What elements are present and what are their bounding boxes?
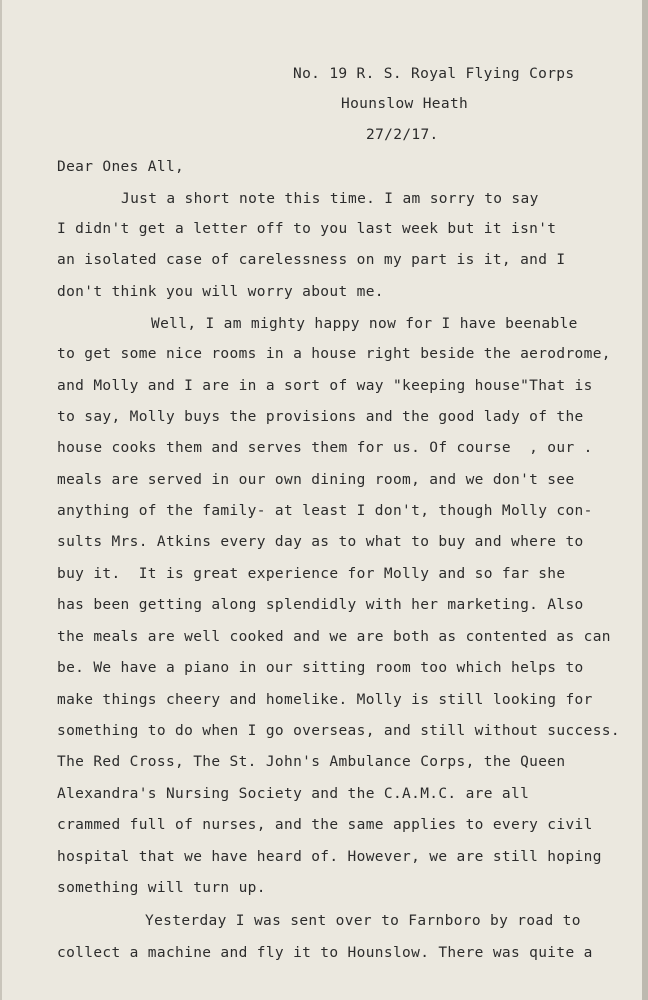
body-line-23: something will turn up. [57, 880, 266, 896]
salutation: Dear Ones All, [57, 159, 185, 175]
letter-date: 27/2/17. [366, 127, 439, 143]
body-line-6: to get some nice rooms in a house right beside the aerodrome, [57, 346, 611, 362]
body-line-17: make things cheery and homelike. Molly is still looking for [57, 692, 593, 708]
body-line-24: Yesterday I was sent over to Farnboro by road to [145, 913, 581, 929]
body-line-15: the meals are well cooked and we are both as contented as can [57, 629, 611, 645]
body-line-7: and Molly and I are in a sort of way "keeping house"That is [57, 378, 593, 394]
body-line-3: an isolated case of carelessness on my part is it, and I [57, 252, 566, 268]
body-line-12: sults Mrs. Atkins every day as to what to buy and where to [57, 534, 584, 550]
body-line-10: meals are served in our own dining room, and we don't see [57, 472, 575, 488]
body-line-1: Just a short note this time. I am sorry to say [121, 191, 539, 207]
body-line-18: something to do when I go overseas, and still without success. [57, 723, 620, 739]
body-line-13: buy it. It is great experience for Molly and so far she [57, 566, 566, 582]
address-line-1: No. 19 R. S. Royal Flying Corps [293, 66, 575, 82]
body-line-16: be. We have a piano in our sitting room too which helps to [57, 660, 584, 676]
body-line-19: The Red Cross, The St. John's Ambulance Corps, the Queen [57, 754, 566, 770]
body-line-14: has been getting along splendidly with her marketing. Also [57, 597, 584, 613]
address-line-2: Hounslow Heath [341, 96, 469, 112]
body-line-25: collect a machine and fly it to Hounslow. There was quite a [57, 945, 593, 961]
page-edge [642, 0, 648, 1000]
body-line-8: to say, Molly buys the provisions and the good lady of the [57, 409, 584, 425]
body-line-20: Alexandra's Nursing Society and the C.A.M.C. are all [57, 786, 530, 802]
body-line-9: house cooks them and serves them for us. Of course , our . [57, 440, 593, 456]
body-line-11: anything of the family- at least I don't, though Molly con- [57, 503, 593, 519]
body-line-21: crammed full of nurses, and the same applies to every civil [57, 817, 593, 833]
body-line-5: Well, I am mighty happy now for I have beenable [151, 316, 578, 332]
body-line-4: don't think you will worry about me. [57, 284, 384, 300]
body-line-2: I didn't get a letter off to you last week but it isn't [57, 221, 557, 237]
body-line-22: hospital that we have heard of. However, we are still hoping [57, 849, 602, 865]
